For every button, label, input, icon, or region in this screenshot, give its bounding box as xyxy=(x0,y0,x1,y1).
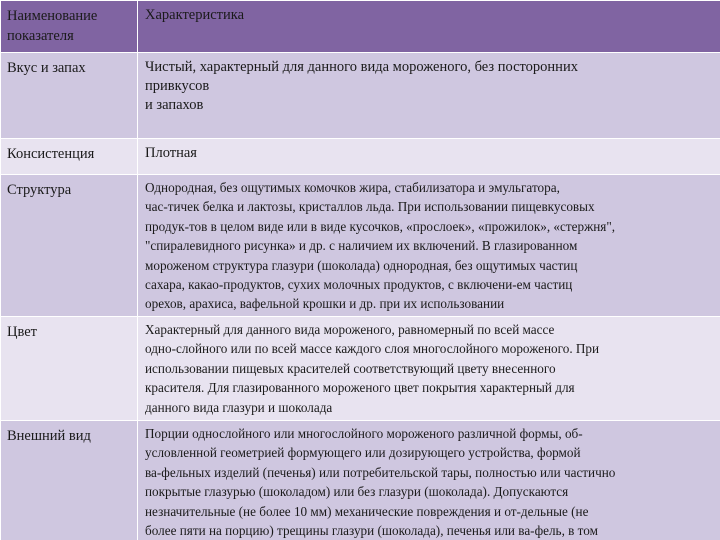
table-row-taste-smell xyxy=(1,53,720,139)
row-description-line: ва-фельных изделий (печенья) или потребительской тары, полностью или частично xyxy=(145,464,616,480)
row-description-line: Плотная xyxy=(145,145,197,161)
table-header-row xyxy=(1,1,720,53)
table-row-color xyxy=(1,317,720,421)
row-name: Цвет xyxy=(7,324,38,340)
row-description-line: условленной геометрией формующего или дозирующего устройства, формой xyxy=(145,445,581,461)
row-description-line: и запахов xyxy=(145,97,204,113)
row-name-cell xyxy=(1,421,138,540)
table-row-structure xyxy=(1,175,720,317)
row-description-line: привкусов xyxy=(145,78,210,94)
row-name: Внешний вид xyxy=(7,428,91,444)
row-description-line: продук-тов в целом виде или в виде кусочков, «прослоек», «прожилок», «стержня", xyxy=(145,218,616,234)
row-description-line: более пяти на порцию) трещины глазури (шоколада), печенья или ва-фель, в том xyxy=(145,523,598,539)
row-description-cell xyxy=(138,53,720,139)
table-row-consistency xyxy=(1,139,720,175)
row-description-line: "спиралевидного рисунка» и др. с наличием их включений. В глазированном xyxy=(145,238,578,254)
row-description-line: незначительные (не более 10 мм) механические повреждения и от-дельные (не xyxy=(145,503,589,519)
row-description-line: орехов, арахиса, вафельной крошки и др. при их использовании xyxy=(145,296,505,312)
row-description-cell xyxy=(138,317,720,421)
row-name-cell xyxy=(1,53,138,139)
table-row-appearance xyxy=(1,421,720,540)
row-description-line: час-тичек белка и лактозы, кристаллов льда. При использовании пищевкусовых xyxy=(145,199,595,215)
row-description-line: красителя. Для глазированного мороженого цвет покрытия характерный для xyxy=(145,380,575,396)
header-indicator-name xyxy=(1,1,138,53)
row-description-line: сахара, какао-продуктов, сухих молочных продуктов, с включени-ем частиц xyxy=(145,277,573,293)
row-name-cell xyxy=(1,175,138,317)
row-name-cell xyxy=(1,317,138,421)
row-description-line: данного вида глазури и шоколада xyxy=(145,399,333,415)
header-characteristic xyxy=(138,1,720,53)
row-name: Консистенция xyxy=(7,146,95,162)
header-indicator-name-line: показателя xyxy=(7,28,74,44)
row-description-line: покрытые глазурью (шоколадом) или без глазури (шоколада). Допускаются xyxy=(145,484,569,500)
row-description-line: Однородная, без ощутимых комочков жира, стабилизатора и эмульгатора, xyxy=(145,180,560,195)
row-description-cell xyxy=(138,175,720,317)
header-indicator-name-line: Наименование xyxy=(7,8,98,24)
row-description-line: мороженом структура глазури (шоколада) однородная, без ощутимых частиц xyxy=(145,257,578,273)
row-description-line: использовании пищевых красителей соответствующий цвету внесенного xyxy=(145,360,556,376)
row-description-cell xyxy=(138,421,720,540)
header-characteristic-label: Характеристика xyxy=(145,7,245,23)
row-name: Структура xyxy=(7,182,72,198)
row-name-cell xyxy=(1,139,138,175)
row-description-line: Чистый, характерный для данного вида мороженого, без посторонних xyxy=(145,59,578,75)
row-description-cell xyxy=(138,139,720,175)
row-description-line: Характерный для данного вида мороженого, равномерный по всей массе xyxy=(145,322,555,337)
row-description-line: Порции однослойного или многослойного мороженого различной формы, об- xyxy=(145,426,583,441)
row-name: Вкус и запах xyxy=(7,60,86,76)
row-description-line: одно-слойного или по всей массе каждого слоя многослойного мороженого. При xyxy=(145,341,600,357)
